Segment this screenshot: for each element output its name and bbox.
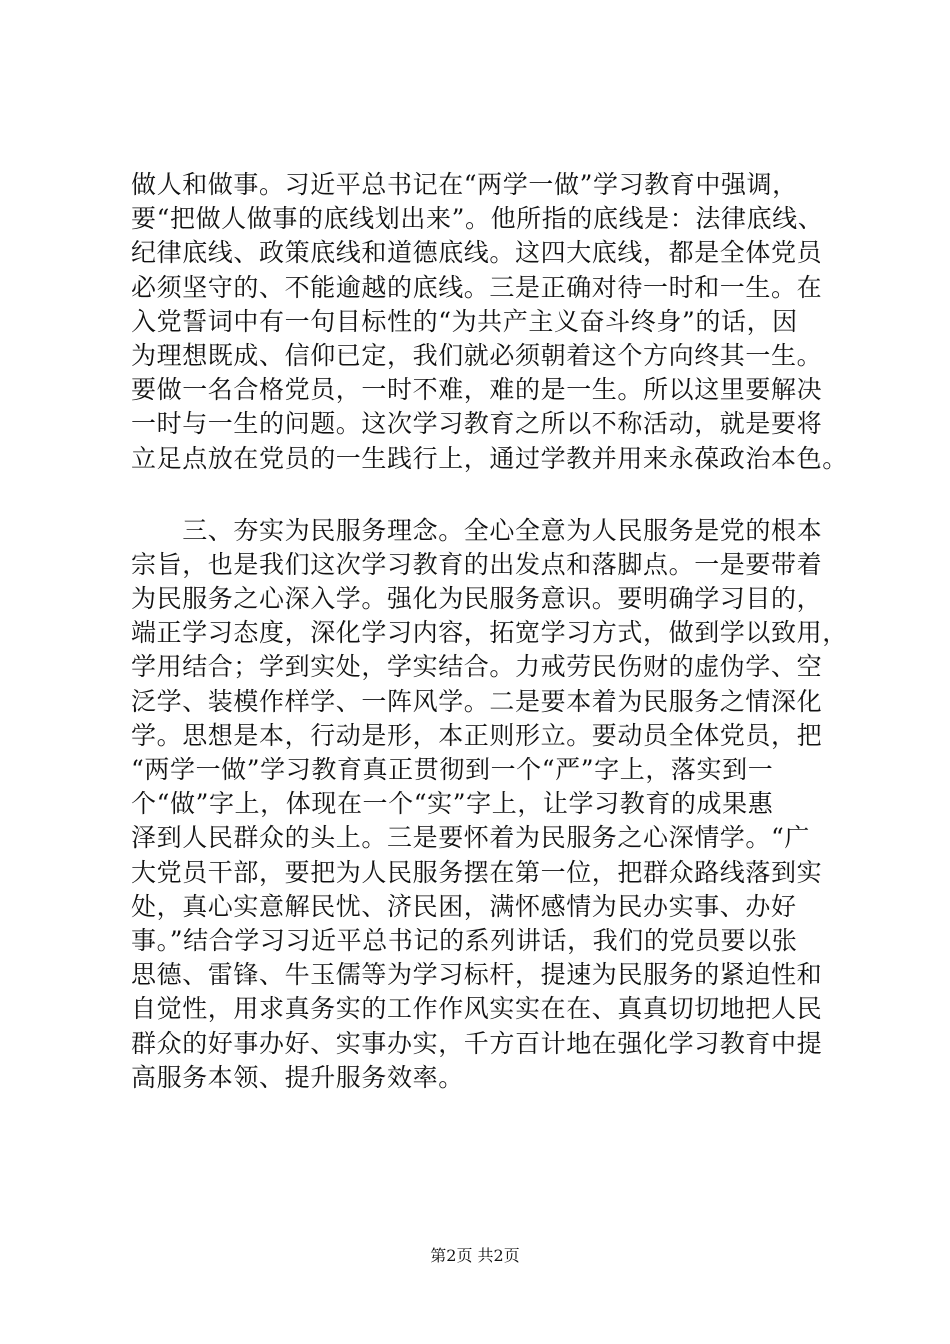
text-line: 入党誓词中有一句目标性的“为共产主义奋斗终身”的话，因 xyxy=(131,306,798,336)
text-line: 纪律底线、政策底线和道德底线。这四大底线，都是全体党员 xyxy=(131,238,823,268)
document-body xyxy=(131,168,848,1095)
text-line: 必须坚守的、不能逾越的底线。三是正确对待一时和一生。在 xyxy=(131,272,823,302)
text-line: 要做一名合格党员，一时不难，难的是一生。所以这里要解决 xyxy=(131,375,823,405)
text-line: 自觉性，用求真务实的工作作风实实在在、真真切切地把人民 xyxy=(131,994,823,1024)
text-line: 事。”结合学习习近平总书记的系列讲话，我们的党员要以张 xyxy=(131,925,798,955)
text-line: 一时与一生的问题。这次学习教育之所以不称活动，就是要将 xyxy=(131,409,823,439)
text-line: 个“做”字上，体现在一个“实”字上，让学习教育的成果惠 xyxy=(131,789,774,819)
paragraph-spacer xyxy=(131,476,831,514)
page-number-label: 第2页 共2页 xyxy=(430,1246,520,1265)
text-line: 要“把做人做事的底线划出来”。他所指的底线是：法律底线、 xyxy=(131,204,824,234)
text-line: 泛学、装模作样学、一阵风学。二是要本着为民服务之情深化 xyxy=(131,686,823,716)
text-line: 群众的好事办好、实事办实，千方百计地在强化学习教育中提 xyxy=(131,1028,823,1058)
text-line: 做人和做事。习近平总书记在“两学一做”学习教育中强调， xyxy=(131,170,798,199)
paragraph-2 xyxy=(131,514,848,1095)
text-line: 三、夯实为民服务理念。全心全意为人民服务是党的根本 xyxy=(131,515,823,545)
text-line: 端正学习态度，深化学习内容，拓宽学习方式，做到学以致用， xyxy=(131,618,848,648)
text-line: 大党员干部，要把为人民服务摆在第一位，把群众路线落到实 xyxy=(131,857,823,887)
page-footer xyxy=(0,1245,950,1267)
text-line: “两学一做”学习教育真正贯彻到一个“严”字上，落实到一 xyxy=(131,755,774,784)
text-line: 泽到人民群众的头上。三是要怀着为民服务之心深情学。“广 xyxy=(131,823,810,853)
text-line: 学。思想是本，行动是形，本正则形立。要动员全体党员，把 xyxy=(131,720,823,750)
text-line: 为理想既成、信仰已定，我们就必须朝着这个方向终其一生。 xyxy=(131,340,823,370)
text-line: 立足点放在党员的一生践行上，通过学教并用来永葆政治本色。 xyxy=(131,443,848,473)
text-line: 高服务本领、提升服务效率。 xyxy=(131,1062,464,1092)
text-line: 学用结合；学到实处，学实结合。力戒劳民伤财的虚伪学、空 xyxy=(131,652,823,682)
text-line: 思德、雷锋、牛玉儒等为学习标杆，提速为民服务的紧迫性和 xyxy=(131,960,823,990)
text-line: 宗旨，也是我们这次学习教育的出发点和落脚点。一是要带着 xyxy=(131,549,823,579)
paragraph-1 xyxy=(131,168,848,476)
text-line: 为民服务之心深入学。强化为民服务意识。要明确学习目的， xyxy=(131,584,823,614)
text-line: 处，真心实意解民忧、济民困，满怀感情为民办实事、办好 xyxy=(131,891,797,921)
